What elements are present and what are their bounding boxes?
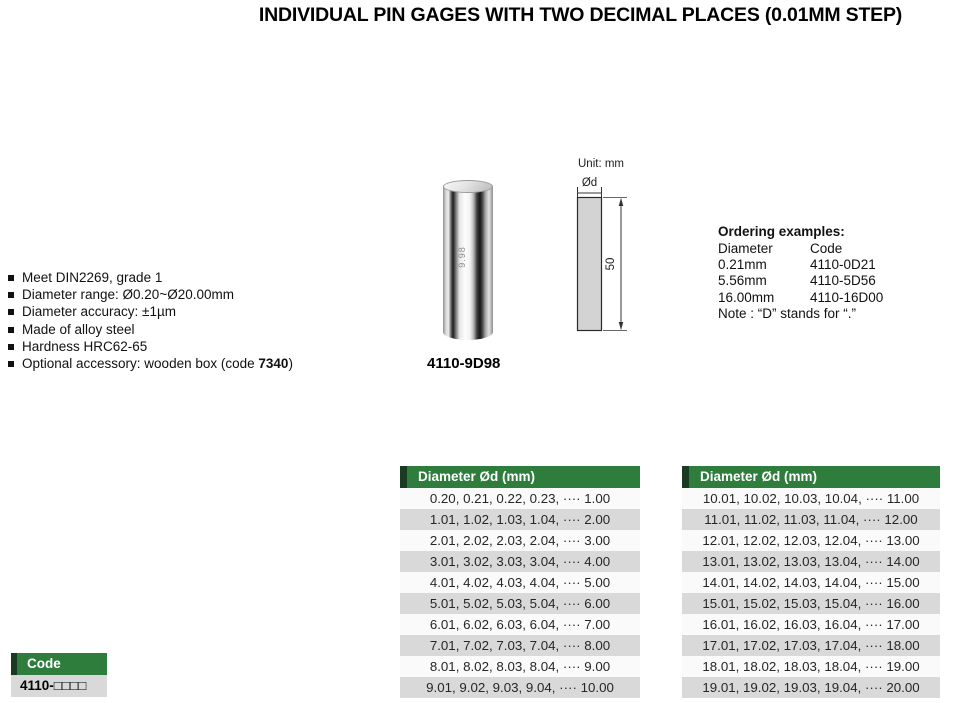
table-row: 11.01, 11.02, 11.03, 11.04, ···· 12.00 xyxy=(682,509,940,530)
code-header-label: Code xyxy=(27,656,61,671)
ordering-row xyxy=(718,273,883,289)
table-row: 18.01, 18.02, 18.03, 18.04, ···· 19.00 xyxy=(682,656,940,677)
diameter-table-2 xyxy=(682,466,940,698)
bullet-icon xyxy=(8,275,14,281)
table-row: 1.01, 1.02, 1.03, 1.04, ···· 2.00 xyxy=(400,509,640,530)
bullet-icon xyxy=(8,292,14,298)
table-header xyxy=(400,466,640,488)
ordering-column-headers xyxy=(718,241,883,257)
table-row: 9.01, 9.02, 9.03, 9.04, ···· 10.00 xyxy=(400,677,640,698)
table-header-label: Diameter Ød (mm) xyxy=(700,469,818,484)
table-header xyxy=(682,466,940,488)
code-pattern: 4110-□□□□ xyxy=(11,675,107,697)
table-row: 7.01, 7.02, 7.03, 7.04, ···· 8.00 xyxy=(400,635,640,656)
ordering-row xyxy=(718,290,883,306)
table-row: 0.20, 0.21, 0.22, 0.23, ···· 1.00 xyxy=(400,488,640,509)
feature-list xyxy=(8,270,293,373)
table-row: 13.01, 13.02, 13.03, 13.04, ···· 14.00 xyxy=(682,551,940,572)
table-row: 5.01, 5.02, 5.03, 5.04, ···· 6.00 xyxy=(400,593,640,614)
bullet-icon xyxy=(8,344,14,350)
pin-gage-photo xyxy=(443,180,493,340)
feature-item xyxy=(8,304,293,321)
table-row: 2.01, 2.02, 2.03, 2.04, ···· 3.00 xyxy=(400,530,640,551)
header-cap xyxy=(682,466,689,488)
ordering-note: Note : “D” stands for “.” xyxy=(718,305,857,321)
bullet-icon xyxy=(8,327,14,333)
table-row: 4.01, 4.02, 4.03, 4.04, ···· 5.00 xyxy=(400,572,640,593)
table-row: 6.01, 6.02, 6.03, 6.04, ···· 7.00 xyxy=(400,614,640,635)
table-row: 14.01, 14.02, 14.03, 14.04, ···· 15.00 xyxy=(682,572,940,593)
bullet-icon xyxy=(8,309,14,315)
feature-item xyxy=(8,322,293,339)
arrow-down-icon xyxy=(619,322,624,330)
ordering-code: 4110-0D21 xyxy=(810,257,876,273)
arrow-up-icon xyxy=(619,198,624,206)
pin-body xyxy=(443,186,493,340)
table-row: 16.01, 16.02, 16.03, 16.04, ···· 17.00 xyxy=(682,614,940,635)
ordering-code: 4110-5D56 xyxy=(810,273,876,289)
feature-text: Hardness HRC62-65 xyxy=(22,338,148,354)
pin-outline-rect xyxy=(578,198,602,331)
length-dim-label: 50 xyxy=(605,257,617,271)
feature-item xyxy=(8,356,293,373)
code-header xyxy=(11,653,107,675)
table-row: 10.01, 10.02, 10.03, 10.04, ···· 11.00 xyxy=(682,488,940,509)
table-header-label: Diameter Ød (mm) xyxy=(418,469,536,484)
feature-item xyxy=(8,270,293,287)
ordering-heading: Ordering examples: xyxy=(718,224,845,239)
table-row: 12.01, 12.02, 12.03, 12.04, ···· 13.00 xyxy=(682,530,940,551)
pin-engraving: 9.98 xyxy=(456,246,467,268)
table-row: 19.01, 19.02, 19.03, 19.04, ···· 20.00 xyxy=(682,677,940,698)
ordering-diameter: 0.21mm xyxy=(718,257,767,273)
ordering-col-code: Code xyxy=(810,241,843,256)
dimension-drawing xyxy=(560,153,645,348)
feature-text: Made of alloy steel xyxy=(22,321,135,337)
ordering-diameter: 16.00mm xyxy=(718,289,775,305)
unit-label: Unit: mm xyxy=(578,158,624,170)
ordering-diameter: 5.56mm xyxy=(718,273,767,289)
table-row: 8.01, 8.02, 8.03, 8.04, ···· 9.00 xyxy=(400,656,640,677)
feature-text: Optional accessory: wooden box (code 7340) xyxy=(22,355,293,371)
code-block xyxy=(11,653,107,697)
feature-item xyxy=(8,339,293,356)
product-code-label: 4110-9D98 xyxy=(427,355,501,372)
ordering-code: 4110-16D00 xyxy=(810,289,884,305)
table-row: 15.01, 15.02, 15.03, 15.04, ···· 16.00 xyxy=(682,593,940,614)
bullet-icon xyxy=(8,361,14,367)
diameter-dim-label: Ød xyxy=(581,177,598,189)
feature-text: Meet DIN2269, grade 1 xyxy=(22,270,163,285)
diameter-table-1 xyxy=(400,466,640,698)
feature-text: Diameter range: Ø0.20~Ø20.00mm xyxy=(22,287,234,303)
table-row: 17.01, 17.02, 17.03, 17.04, ···· 18.00 xyxy=(682,635,940,656)
feature-item xyxy=(8,287,293,304)
table-row: 3.01, 3.02, 3.03, 3.04, ···· 4.00 xyxy=(400,551,640,572)
pin-top-face xyxy=(443,180,493,193)
feature-text: Diameter accuracy: ±1µm xyxy=(22,304,176,320)
header-cap xyxy=(400,466,407,488)
page-title: INDIVIDUAL PIN GAGES WITH TWO DECIMAL PLACES (0.01MM STEP) xyxy=(258,4,903,26)
ordering-examples xyxy=(718,224,883,322)
ordering-col-diameter: Diameter xyxy=(718,241,773,256)
ordering-row xyxy=(718,257,883,273)
